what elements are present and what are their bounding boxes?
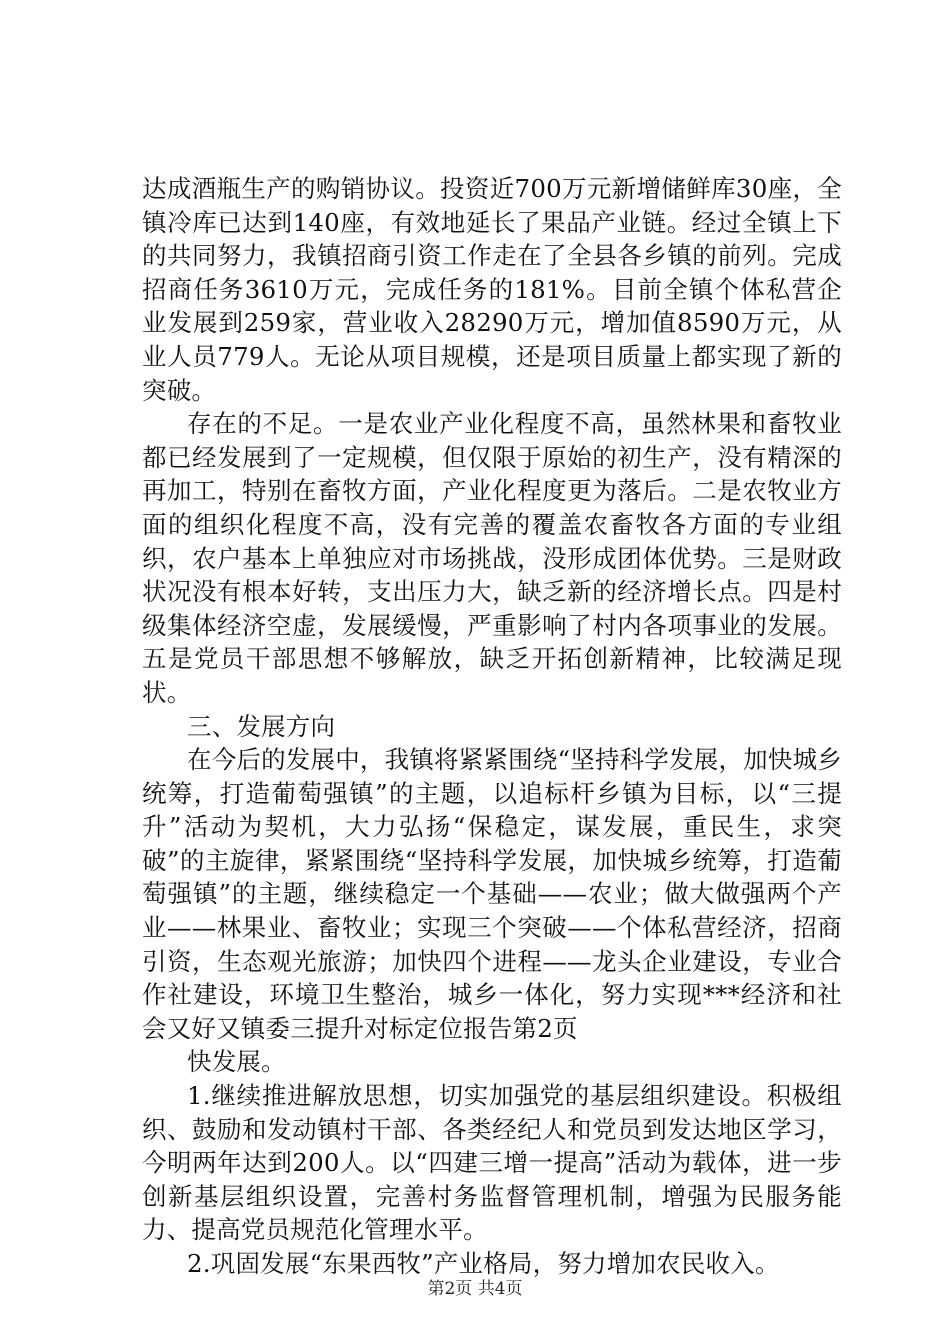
section-heading-development-direction: 三、发展方向 — [187, 711, 336, 741]
paragraph-investment-results: 达成酒瓶生产的购销协议。投资近700万元新增储鲜库30座，全镇冷库已达到140座，有效地延长了果品产业链。经过全镇上下的共同努力，我镇招商引资工作走在了全县各乡镇的前列。完成招商任务3610万元，完成任务的181%。目前全镇个体私营企业发展到259家，营业收入28290万元，增加值8590万元，从业人员779人。无论从项目规模，还是项目质量上都实现了新的突破。 — [142, 174, 842, 405]
page-footer: 第2页 共4页 — [427, 1279, 523, 1299]
document-body — [142, 172, 842, 1281]
paragraph-shortcomings: 存在的不足。一是农业产业化程度不高，虽然林果和畜牧业都已经发展到了一定规模，但仅限于原始的初生产，没有精深的再加工，特别在畜牧方面，产业化程度更为落后。二是农牧业方面的组织化程度不高，没有完善的覆盖农畜牧各方面的专业组织，农户基本上单独应对市场挑战，没形成团体优势。三是财政状况没有根本好转，支出压力大，缺乏新的经济增长点。四是村级集体经济空虚，发展缓慢，严重影响了村内各项事业的发展。五是党员干部思想不够解放，缺乏开拓创新精神，比较满足现状。 — [142, 409, 842, 707]
paragraph-item-1-party-building: 1.继续推进解放思想，切实加强党的基层组织建设。积极组织、鼓励和发动镇村干部、各类经纪人和党员到发达地区学习，今明两年达到200人。以“四建三增一提高”活动为载体，进一步创新基层组织设置，完善村务监督管理机制，增强为民服务能力、提高党员规范化管理水平。 — [142, 1081, 842, 1245]
paragraph-item-2-industry-layout: 2.巩固发展“东果西牧”产业格局，努力增加农民收入。 — [187, 1249, 780, 1278]
paragraph-development-plan: 在今后的发展中，我镇将紧紧围绕“坚持科学发展，加快城乡统筹，打造葡萄强镇”的主题，以追标杆乡镇为目标，以“三提升”活动为契机，大力弘扬“保稳定，谋发展，重民生，求突破”的主旋律，紧紧围绕“坚持科学发展，加快城乡统筹，打造葡萄强镇”的主题，继续稳定一个基础——农业；做大做强两个产业——林果业、畜牧业；实现三个突破——个体私营经济，招商引资，生态观光旅游；加快四个进程——龙头企业建设，专业合作社建设，环境卫生整治，城乡一体化，努力实现***经济和社会又好又镇委三提升对标定位报告第2页 — [142, 745, 842, 1043]
paragraph-fast-development: 快发展。 — [187, 1047, 286, 1077]
